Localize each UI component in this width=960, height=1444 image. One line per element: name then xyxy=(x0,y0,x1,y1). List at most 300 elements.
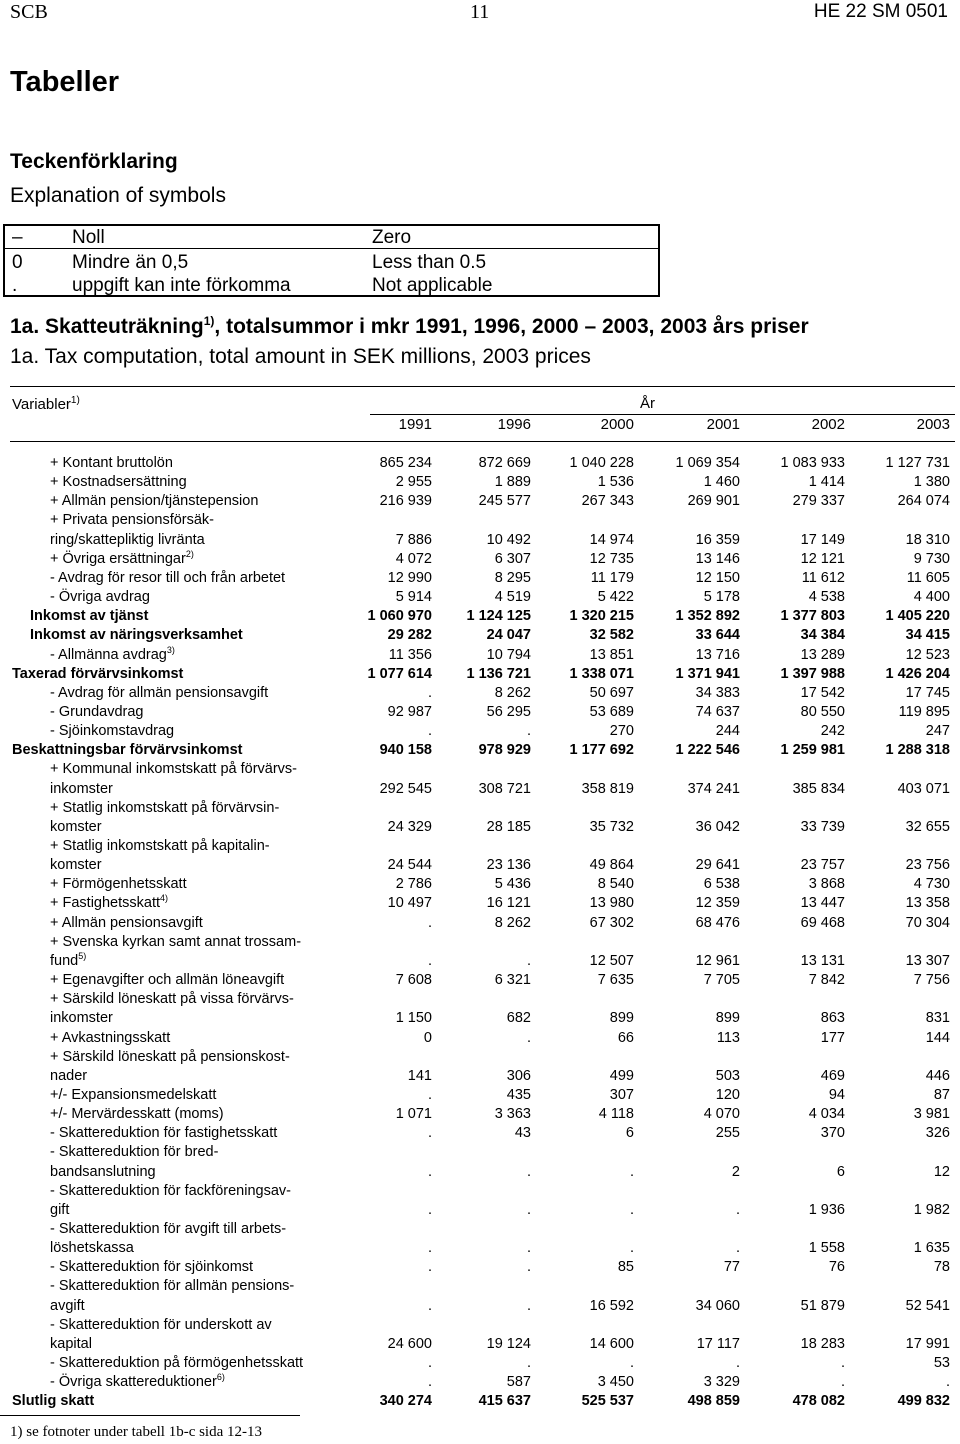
cell-1996: 245 577 xyxy=(478,493,531,510)
header-page-number: 11 xyxy=(470,1,490,23)
cell-2002: 80 550 xyxy=(800,703,845,720)
row-label-text: Beskattningsbar förvärvsinkomst xyxy=(12,742,243,759)
cell-2000: 5 422 xyxy=(597,589,634,606)
cell-2002: 279 337 xyxy=(792,493,845,510)
row-label xyxy=(50,646,175,665)
cell-1996: 1 124 125 xyxy=(466,608,531,625)
header-org: SCB xyxy=(10,1,48,23)
cell-2001: 120 xyxy=(715,1086,740,1103)
row-label-text: + Privata pensionsförsäk- xyxy=(50,512,215,529)
table-row xyxy=(0,492,960,511)
cell-2003: 1 127 731 xyxy=(885,455,950,471)
cell-1991: 4 072 xyxy=(395,550,432,567)
cell-1991: 940 158 xyxy=(379,742,432,759)
cell-2000: 1 040 228 xyxy=(569,455,634,471)
row-label-text: - Skattereduktion för allmän pensions- xyxy=(50,1278,295,1295)
cell-2000: 1 338 071 xyxy=(569,665,634,682)
row-label xyxy=(50,1220,286,1239)
page-title: Tabeller xyxy=(10,66,120,98)
row-label-text: nader xyxy=(50,1067,88,1084)
legend-divider xyxy=(5,248,658,249)
cell-2000: 11 179 xyxy=(590,569,634,586)
cell-1996: 308 721 xyxy=(478,780,531,797)
row-label xyxy=(50,1335,92,1354)
cell-2002: . xyxy=(840,1374,845,1391)
row-label-text: + Särskild löneskatt på pensionskost- xyxy=(50,1048,290,1065)
row-label xyxy=(50,780,113,799)
cell-2002: 1 936 xyxy=(808,1201,845,1218)
cell-2002: 17 542 xyxy=(800,684,845,701)
cell-2003: 53 xyxy=(933,1355,950,1372)
cell-1991: 12 990 xyxy=(387,569,432,586)
cell-1991: 1 077 614 xyxy=(367,665,432,682)
row-label-text: - Skattereduktion för fastighetsskatt xyxy=(50,1125,278,1142)
cell-2003: 831 xyxy=(925,1010,950,1027)
cell-2000: 3 450 xyxy=(597,1374,634,1391)
cell-2003: 7 756 xyxy=(913,972,950,989)
cell-2001: 1 069 354 xyxy=(675,455,740,471)
row-label xyxy=(50,952,86,971)
cell-1996: 56 295 xyxy=(486,703,531,720)
cell-2002: 863 xyxy=(820,1010,845,1027)
table-row xyxy=(0,914,960,933)
cell-2001: 7 705 xyxy=(703,972,740,989)
cell-1996: . xyxy=(526,1297,531,1314)
cell-2000: 270 xyxy=(609,723,634,740)
row-footnote-ref: 2) xyxy=(185,548,194,559)
legend-english: Less than 0.5 xyxy=(372,252,487,273)
cell-2003: 13 307 xyxy=(905,952,950,969)
row-label xyxy=(50,818,102,837)
cell-2000: 1 320 215 xyxy=(569,608,634,625)
cell-2003: 23 756 xyxy=(905,857,950,874)
cell-2000: 1 177 692 xyxy=(569,742,634,759)
row-label xyxy=(50,894,168,913)
row-label xyxy=(30,626,243,645)
cell-1996: . xyxy=(526,1029,531,1046)
cell-2001: 12 150 xyxy=(695,569,740,586)
row-label xyxy=(50,1316,272,1335)
header-report-id: HE 22 SM 0501 xyxy=(813,1,948,22)
cell-2002: 13 289 xyxy=(800,646,845,663)
cell-2003: 18 310 xyxy=(905,531,950,548)
cell-1991: 340 274 xyxy=(379,1393,432,1410)
legend-row xyxy=(5,275,658,299)
table-row xyxy=(0,703,960,722)
cell-2000: 13 851 xyxy=(589,646,634,663)
cell-2002: 4 538 xyxy=(808,589,845,606)
cell-2001: 374 241 xyxy=(687,780,740,797)
table-row xyxy=(0,722,960,741)
row-label xyxy=(30,607,148,626)
row-label-text: - Sjöinkomstavdrag xyxy=(50,723,175,740)
cell-2003: 1 405 220 xyxy=(885,608,950,625)
row-label-text: + Förmögenhetsskatt xyxy=(50,876,187,893)
table-title-footnote-ref: 1) xyxy=(203,314,215,328)
cell-1991: 1 071 xyxy=(395,1106,432,1123)
cell-2002: 1 083 933 xyxy=(780,455,845,471)
row-label-text: +/- Expansionsmedelskatt xyxy=(50,1086,217,1103)
cell-1996: 3 363 xyxy=(494,1106,531,1123)
cell-1991: 0 xyxy=(423,1029,432,1046)
cell-2003: 17 745 xyxy=(905,684,950,701)
table-row xyxy=(0,1201,960,1220)
table-row xyxy=(0,531,960,550)
table-row xyxy=(0,933,960,952)
row-label-text: avgift xyxy=(50,1297,85,1314)
cell-2000: . xyxy=(629,1201,634,1218)
cell-1991: . xyxy=(427,1355,432,1372)
cell-1996: 6 321 xyxy=(494,972,531,989)
row-label xyxy=(50,1105,224,1124)
row-label-text: + Kontant bruttolön xyxy=(50,455,173,471)
cell-2002: 1 377 803 xyxy=(780,608,845,625)
table-row xyxy=(0,1258,960,1277)
cell-2003: 87 xyxy=(933,1086,950,1103)
table-row xyxy=(0,473,960,492)
cell-1996: 4 519 xyxy=(494,589,531,606)
cell-1991: . xyxy=(427,1259,432,1276)
legend-swedish: Noll xyxy=(72,227,105,248)
table-row xyxy=(0,569,960,588)
cell-2002: 51 879 xyxy=(800,1297,845,1314)
cell-2000: 8 540 xyxy=(597,876,634,893)
cell-1991: . xyxy=(427,723,432,740)
cell-1991: . xyxy=(427,1125,432,1142)
cell-1996: . xyxy=(526,1163,531,1180)
row-label xyxy=(50,1163,156,1182)
row-label xyxy=(50,1124,277,1143)
cell-1991: 7 608 xyxy=(395,972,432,989)
cell-2003: 499 832 xyxy=(897,1393,950,1410)
row-label xyxy=(50,914,203,933)
cell-1996: 682 xyxy=(506,1010,531,1027)
table-title-sv-text: 1a. Skatteuträkning xyxy=(10,315,204,338)
cell-2001: 13 146 xyxy=(695,550,740,567)
row-label-text: + Kommunal inkomstskatt på förvärvs- xyxy=(50,761,297,778)
cell-2001: 899 xyxy=(715,1010,740,1027)
row-label-text: löshetskassa xyxy=(50,1240,134,1257)
cell-2001: . xyxy=(735,1240,740,1257)
legend-symbol: . xyxy=(12,275,18,296)
row-label xyxy=(50,703,144,722)
table-row xyxy=(0,1297,960,1316)
legend-row xyxy=(5,252,658,276)
row-label xyxy=(50,933,301,952)
cell-2003: 247 xyxy=(925,723,950,740)
row-label-text: inkomster xyxy=(50,780,113,797)
table-row xyxy=(0,894,960,913)
cell-2000: . xyxy=(629,1240,634,1257)
cell-1991: 24 544 xyxy=(387,857,432,874)
cell-1991: 1 150 xyxy=(395,1010,432,1027)
cell-2003: 9 730 xyxy=(913,550,950,567)
cell-2003: 1 426 204 xyxy=(885,665,950,682)
row-label xyxy=(50,1048,290,1067)
row-label xyxy=(50,492,258,511)
row-label-text: gift xyxy=(50,1201,70,1218)
symbol-legend-box xyxy=(3,224,660,297)
table-row xyxy=(0,1163,960,1182)
cell-1996: 19 124 xyxy=(486,1335,531,1352)
row-label xyxy=(50,1277,294,1296)
cell-1991: . xyxy=(427,1163,432,1180)
legend-title: Teckenförklaring xyxy=(10,150,178,173)
cell-2000: 67 302 xyxy=(589,914,634,931)
cell-2002: 3 868 xyxy=(808,876,845,893)
cell-2001: 1 222 546 xyxy=(675,742,740,759)
cell-1991: 5 914 xyxy=(395,589,432,606)
cell-1991: . xyxy=(427,684,432,701)
row-label-text: - Grundavdrag xyxy=(50,703,144,720)
cell-2000: 525 537 xyxy=(581,1393,634,1410)
cell-2003: 3 981 xyxy=(913,1106,950,1123)
cell-1991: 7 886 xyxy=(395,531,432,548)
year-header-rule xyxy=(370,414,955,415)
cell-2001: 16 359 xyxy=(695,531,740,548)
cell-2001: 68 476 xyxy=(695,914,740,931)
cell-2002: 94 xyxy=(828,1086,845,1103)
table-row xyxy=(0,1220,960,1239)
row-label-text: +/- Mervärdesskatt (moms) xyxy=(50,1106,224,1123)
table-row xyxy=(0,454,960,473)
year-header-1996: 1996 xyxy=(497,416,531,433)
cell-2002: 242 xyxy=(820,723,845,740)
row-label-text: + Allmän pensionsavgift xyxy=(50,914,203,931)
cell-2002: 33 739 xyxy=(800,818,845,835)
cell-1996: 8 262 xyxy=(494,914,531,931)
cell-2000: 13 980 xyxy=(589,895,634,912)
cell-2001: 77 xyxy=(723,1259,740,1276)
cell-2001: 503 xyxy=(715,1067,740,1084)
cell-1991: . xyxy=(427,1240,432,1257)
legend-subtitle: Explanation of symbols xyxy=(10,184,226,207)
cell-2001: 13 716 xyxy=(695,646,740,663)
row-label-text: + Särskild löneskatt på vissa förvärvs- xyxy=(50,991,294,1008)
table-row xyxy=(0,760,960,779)
variables-column-header xyxy=(12,395,80,413)
cell-1991: 92 987 xyxy=(387,703,432,720)
table-row xyxy=(0,856,960,875)
table-row xyxy=(0,1277,960,1296)
cell-2003: 34 415 xyxy=(905,627,950,644)
row-label-text: - Skattereduktion för underskott av xyxy=(50,1316,272,1333)
cell-2003: 1 982 xyxy=(913,1201,950,1218)
row-label xyxy=(50,1297,85,1316)
row-label xyxy=(50,550,194,569)
legend-english: Zero xyxy=(372,227,412,248)
cell-2003: 12 523 xyxy=(905,646,950,663)
cell-2002: 69 468 xyxy=(800,914,845,931)
cell-1991: 24 329 xyxy=(387,818,432,835)
table-row xyxy=(0,1048,960,1067)
legend-swedish: Mindre än 0,5 xyxy=(72,252,189,273)
cell-2003: 52 541 xyxy=(905,1297,950,1314)
cell-2002: 478 082 xyxy=(792,1393,845,1410)
table-row xyxy=(0,1239,960,1258)
table-row xyxy=(0,1086,960,1105)
cell-2003: . xyxy=(945,1374,950,1391)
row-footnote-ref: 6) xyxy=(216,1372,225,1383)
cell-1996: 23 136 xyxy=(486,857,531,874)
row-label-text: ring/skattepliktig livränta xyxy=(50,531,205,548)
cell-1996: 16 121 xyxy=(486,895,531,912)
row-label xyxy=(50,684,268,703)
row-label-text: bandsanslutning xyxy=(50,1163,156,1180)
row-label xyxy=(50,569,285,588)
cell-2001: 34 383 xyxy=(695,684,740,701)
year-header-2001: 2001 xyxy=(706,416,740,433)
footnote: 1) se fotnoter under tabell 1b-c sida 12-13 xyxy=(10,1424,263,1440)
cell-2001: 17 117 xyxy=(696,1335,740,1352)
cell-1996: . xyxy=(526,1201,531,1218)
row-label xyxy=(50,1086,216,1105)
cell-1991: 141 xyxy=(407,1067,432,1084)
table-row xyxy=(0,1316,960,1335)
row-label xyxy=(50,1143,218,1162)
cell-1991: 292 545 xyxy=(379,780,432,797)
cell-2001: 4 070 xyxy=(703,1106,740,1123)
row-label xyxy=(50,1009,113,1028)
cell-2002: 12 121 xyxy=(800,550,845,567)
row-label-text: + Fastighetsskatt xyxy=(50,895,161,912)
table-row xyxy=(0,1009,960,1028)
row-label-text: - Avdrag för resor till och från arbetet xyxy=(50,569,286,586)
cell-2000: 53 689 xyxy=(589,703,634,720)
cell-1996: 24 047 xyxy=(486,627,531,644)
row-label-text: Inkomst av tjänst xyxy=(30,608,149,625)
cell-2002: 370 xyxy=(820,1125,845,1142)
table-row xyxy=(0,1124,960,1143)
cell-2001: 1 371 941 xyxy=(675,665,740,682)
cell-2001: 244 xyxy=(715,723,740,740)
table-row xyxy=(0,665,960,684)
cell-2000: 49 864 xyxy=(589,857,634,874)
table-row xyxy=(0,952,960,971)
row-label-text: + Egenavgifter och allmän löneavgift xyxy=(50,972,285,989)
row-label-text: + Statlig inkomstskatt på förvärvsin- xyxy=(50,799,280,816)
cell-1991: 2 955 xyxy=(395,474,432,491)
row-label xyxy=(50,1239,134,1258)
cell-2000: 499 xyxy=(609,1067,634,1084)
cell-2000: 899 xyxy=(609,1010,634,1027)
cell-2001: 269 901 xyxy=(687,493,740,510)
cell-2003: 78 xyxy=(933,1259,950,1276)
cell-2003: 17 991 xyxy=(905,1335,950,1352)
cell-2000: 307 xyxy=(609,1086,634,1103)
row-label xyxy=(50,799,279,818)
cell-2003: 4 400 xyxy=(913,589,950,606)
cell-1996: 978 929 xyxy=(478,742,531,759)
table-row xyxy=(0,1029,960,1048)
cell-2000: . xyxy=(629,1355,634,1372)
table-row xyxy=(0,990,960,1009)
cell-2001: 5 178 xyxy=(703,589,740,606)
legend-english: Not applicable xyxy=(372,275,493,296)
row-label-text: - Skattereduktion för sjöinkomst xyxy=(50,1259,254,1276)
row-label xyxy=(50,473,187,492)
year-header-2003: 2003 xyxy=(916,416,950,433)
cell-1991: . xyxy=(427,914,432,931)
cell-1991: . xyxy=(427,1374,432,1391)
cell-2000: 358 819 xyxy=(581,780,634,797)
header-bottom-rule xyxy=(10,441,955,442)
cell-2002: 34 384 xyxy=(800,627,845,644)
row-label-text: + Svenska kyrkan samt annat trossam- xyxy=(50,933,302,950)
cell-1991: 216 939 xyxy=(379,493,432,510)
cell-1996: 306 xyxy=(506,1067,531,1084)
row-footnote-ref: 3) xyxy=(166,644,175,655)
cell-1991: 1 060 970 xyxy=(367,608,432,625)
cell-1991: 865 234 xyxy=(379,455,432,471)
row-label-text: fund xyxy=(50,952,79,969)
cell-2000: 66 xyxy=(617,1029,634,1046)
cell-2001: 2 xyxy=(731,1163,740,1180)
row-label-text: komster xyxy=(50,857,102,874)
cell-1996: 1 136 721 xyxy=(466,665,531,682)
cell-1996: 5 436 xyxy=(494,876,531,893)
row-label-text: + Allmän pension/tjänstepension xyxy=(50,493,259,510)
footnote-rule xyxy=(0,1415,300,1416)
table-row xyxy=(0,1182,960,1201)
cell-2002: 177 xyxy=(820,1029,845,1046)
row-label-text: + Avkastningsskatt xyxy=(50,1029,171,1046)
cell-1991: 2 786 xyxy=(395,876,432,893)
table-row xyxy=(0,837,960,856)
table-row xyxy=(0,1373,960,1392)
table-row xyxy=(0,646,960,665)
row-label-text: inkomster xyxy=(50,1010,113,1027)
year-header-2000: 2000 xyxy=(600,416,634,433)
table-row xyxy=(0,550,960,569)
cell-2001: 113 xyxy=(716,1029,740,1046)
cell-2003: 446 xyxy=(925,1067,950,1084)
cell-1991: 24 600 xyxy=(387,1335,432,1352)
row-label-text: + Statlig inkomstskatt på kapitalin- xyxy=(50,838,270,854)
cell-2003: 1 288 318 xyxy=(885,742,950,759)
cell-1996: . xyxy=(526,723,531,740)
cell-1991: . xyxy=(427,1201,432,1218)
cell-1991: 11 356 xyxy=(388,646,432,663)
row-label xyxy=(50,1067,87,1086)
row-label-text: Taxerad förvärvsinkomst xyxy=(12,665,184,682)
cell-2002: 385 834 xyxy=(792,780,845,797)
variables-footnote-ref: 1) xyxy=(70,395,80,406)
row-label xyxy=(50,971,284,990)
cell-2001: 498 859 xyxy=(687,1393,740,1410)
row-label xyxy=(12,1392,94,1411)
row-label-text: Slutlig skatt xyxy=(12,1393,95,1410)
row-label xyxy=(50,875,187,894)
cell-1996: . xyxy=(526,1259,531,1276)
row-label xyxy=(50,990,294,1009)
cell-2003: 70 304 xyxy=(905,914,950,931)
cell-2002: 469 xyxy=(820,1067,845,1084)
row-label-text: + Kostnadsersättning xyxy=(50,474,187,491)
row-label xyxy=(12,741,242,760)
cell-2001: 1 460 xyxy=(703,474,740,491)
cell-1996: 415 637 xyxy=(478,1393,531,1410)
cell-2000: 1 536 xyxy=(597,474,634,491)
cell-1996: 8 295 xyxy=(494,569,531,586)
cell-2003: 13 358 xyxy=(905,895,950,912)
cell-2003: 144 xyxy=(925,1029,950,1046)
table-row xyxy=(0,1105,960,1124)
cell-2002: 11 612 xyxy=(801,569,845,586)
row-label-text: - Skattereduktion för bred- xyxy=(50,1144,219,1161)
table-title-sv-rest: , totalsummor i mkr 1991, 1996, 2000 – 2003, 2003 års priser xyxy=(214,315,809,338)
cell-2003: 1 380 xyxy=(913,474,950,491)
